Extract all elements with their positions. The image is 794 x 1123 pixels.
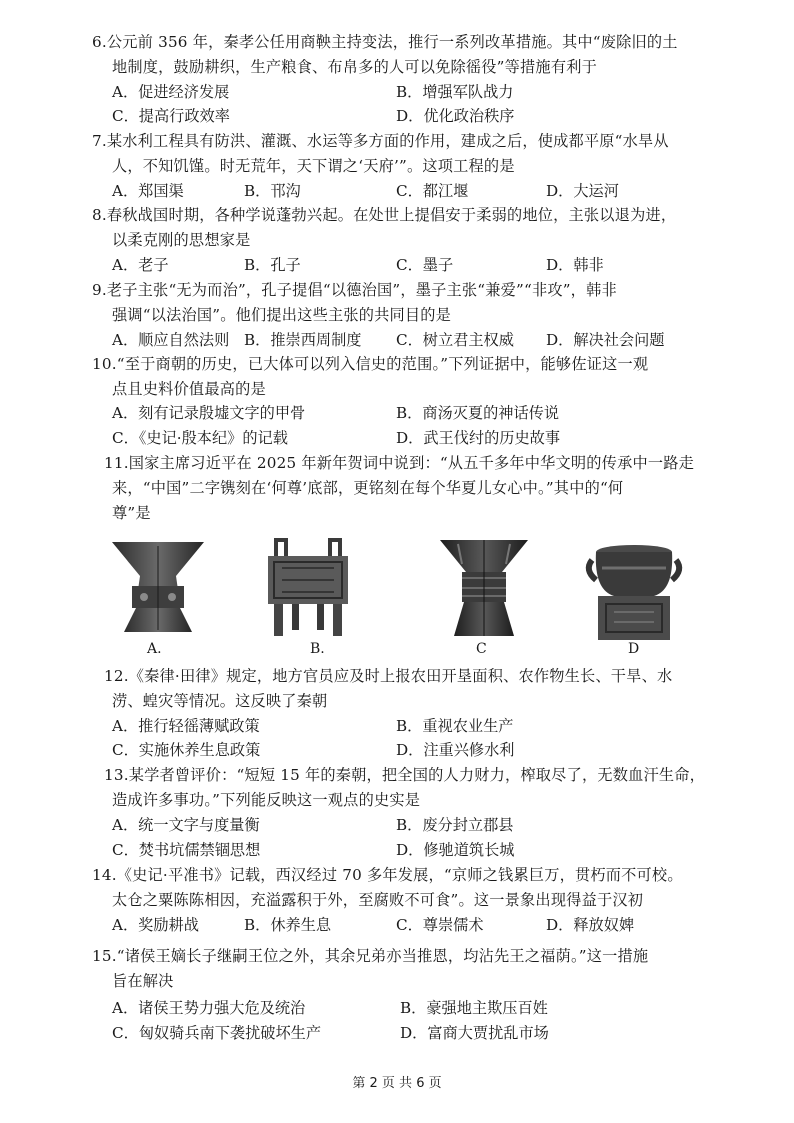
- question-9-option-d: D．解决社会问题: [546, 331, 665, 349]
- question-13-line-2: 造成许多事功。”下列能反映这一观点的史实是: [112, 791, 421, 809]
- question-11-option-c-label: C: [476, 641, 487, 657]
- question-9-line-2: 强调“以法治国”。他们提出这些主张的共同目的是: [112, 306, 452, 324]
- question-6-line-2: 地制度，鼓励耕织，生产粮食、布帛多的人可以免除徭役”等措施有利于: [112, 58, 597, 76]
- question-7-option-b: B．邗沟: [244, 182, 301, 200]
- question-13-option-d: D．修驰道筑长城: [396, 841, 515, 859]
- question-11-option-b-label: B.: [310, 641, 325, 657]
- question-6-option-b: B．增强军队战力: [396, 83, 514, 101]
- question-15-option-b: B．豪强地主欺压百姓: [400, 999, 548, 1017]
- question-15-option-c: C．匈奴骑兵南下袭扰破坏生产: [112, 1024, 322, 1042]
- bronze-zun-vessel-a-image: [106, 532, 210, 636]
- question-9-line-1: 9.老子主张“无为而治”，孔子提倡“以德治国”，墨子主张“兼爱”“非攻”，韩非: [92, 281, 617, 299]
- question-13-option-c: C．焚书坑儒禁锢思想: [112, 841, 261, 859]
- question-14-line-1: 14.《史记·平准书》记载，西汉经过 70 多年发展，“京师之钱累巨万，贯朽而不可校。: [92, 866, 683, 884]
- question-8-line-1: 8.春秋战国时期，各种学说蓬勃兴起。在处世上提倡安于柔弱的地位，主张以退为进，: [92, 206, 677, 224]
- question-14-option-d: D．释放奴婢: [546, 916, 635, 934]
- question-6-line-1: 6.公元前 356 年，秦孝公任用商鞅主持变法，推行一系列改革措施。其中“废除旧的土: [92, 33, 678, 51]
- question-10-option-d: D．武王伐纣的历史故事: [396, 429, 561, 447]
- question-12-option-b: B．重视农业生产: [396, 717, 514, 735]
- question-13-option-b: B．废分封立郡县: [396, 816, 514, 834]
- question-10-line-2: 点且史料价值最高的是: [112, 380, 266, 398]
- question-8-option-c: C．墨子: [396, 256, 454, 274]
- question-8-option-d: D．韩非: [546, 256, 604, 274]
- question-7-option-a: A．郑国渠: [112, 182, 184, 200]
- question-10-option-b: B．商汤灭夏的神话传说: [396, 404, 560, 422]
- question-15-option-a: A．诸侯王势力强大危及统治: [112, 999, 306, 1017]
- bronze-zun-vessel-c-image: [436, 532, 532, 640]
- question-14-option-b: B．休养生息: [244, 916, 332, 934]
- question-8-option-b: B．孔子: [244, 256, 301, 274]
- question-10-option-c: C．《史记·殷本纪》的记载: [112, 429, 288, 447]
- question-11-line-2: 来，“中国”二字镌刻在‘何尊’底部，更铭刻在每个华夏儿女心中。”其中的“何: [112, 479, 624, 497]
- question-7-option-c: C．都江堰: [396, 182, 469, 200]
- question-7-line-2: 人，不知饥馑。时无荒年，天下谓之‘天府’”。这项工程的是: [112, 157, 515, 175]
- question-12-line-1: 12.《秦律·田律》规定，地方官员应及时上报农田开垦面积、农作物生长、干旱、水: [104, 667, 673, 685]
- question-12-line-2: 涝、蝗灾等情况。这反映了秦朝: [112, 692, 328, 710]
- question-11-line-3: 尊”是: [112, 504, 151, 522]
- question-9-option-b: B．推崇西周制度: [244, 331, 362, 349]
- question-9-option-a: A．顺应自然法则: [112, 331, 230, 349]
- question-11-line-1: 11.国家主席习近平在 2025 年新年贺词中说到：“从五千多年中华文明的传承中一路走: [104, 454, 695, 472]
- question-10-option-a: A．刻有记录殷墟文字的甲骨: [112, 404, 306, 422]
- bronze-ding-vessel-b-image: [262, 538, 354, 638]
- page-footer: 第 2 页 共 6 页: [352, 1076, 442, 1091]
- question-14-option-c: C．尊崇儒术: [396, 916, 484, 934]
- question-13-option-a: A．统一文字与度量衡: [112, 816, 260, 834]
- question-15-line-1: 15.“诸侯王嫡长子继嗣王位之外，其余兄弟亦当推恩，均沾先王之福荫。”这一措施: [92, 947, 649, 965]
- question-13-line-1: 13.某学者曾评价：“短短 15 年的秦朝，把全国的人力财力，榨取尽了，无数血汗生命，: [104, 766, 706, 784]
- question-14-line-2: 太仓之粟陈陈相因，充溢露积于外，至腐败不可食”。这一景象出现得益于汉初: [112, 891, 644, 909]
- question-10-line-1: 10.“至于商朝的历史，已大体可以列入信史的范围。”下列证据中，能够佐证这一观: [92, 355, 649, 373]
- question-6-option-c: C．提高行政效率: [112, 107, 230, 125]
- question-6-option-d: D．优化政治秩序: [396, 107, 515, 125]
- question-7-option-d: D．大运河: [546, 182, 619, 200]
- question-12-option-d: D．注重兴修水利: [396, 741, 515, 759]
- question-14-option-a: A．奖励耕战: [112, 916, 199, 934]
- question-9-option-c: C．树立君主权威: [396, 331, 514, 349]
- question-8-line-2: 以柔克刚的思想家是: [112, 231, 251, 249]
- question-8-option-a: A．老子: [112, 256, 169, 274]
- question-7-line-1: 7.某水利工程具有防洪、灌溉、水运等多方面的作用，建成之后，使成都平原“水旱从: [92, 132, 669, 150]
- question-12-option-c: C．实施休养生息政策: [112, 741, 261, 759]
- question-11-option-a-label: A.: [147, 641, 162, 657]
- question-12-option-a: A．推行轻徭薄赋政策: [112, 717, 260, 735]
- question-11-option-d-label: D: [628, 641, 640, 657]
- question-15-line-2: 旨在解决: [112, 972, 174, 990]
- bronze-gui-vessel-d-image: [584, 540, 684, 644]
- question-15-option-d: D．富商大贾扰乱市场: [400, 1024, 549, 1042]
- question-6-option-a: A．促进经济发展: [112, 83, 230, 101]
